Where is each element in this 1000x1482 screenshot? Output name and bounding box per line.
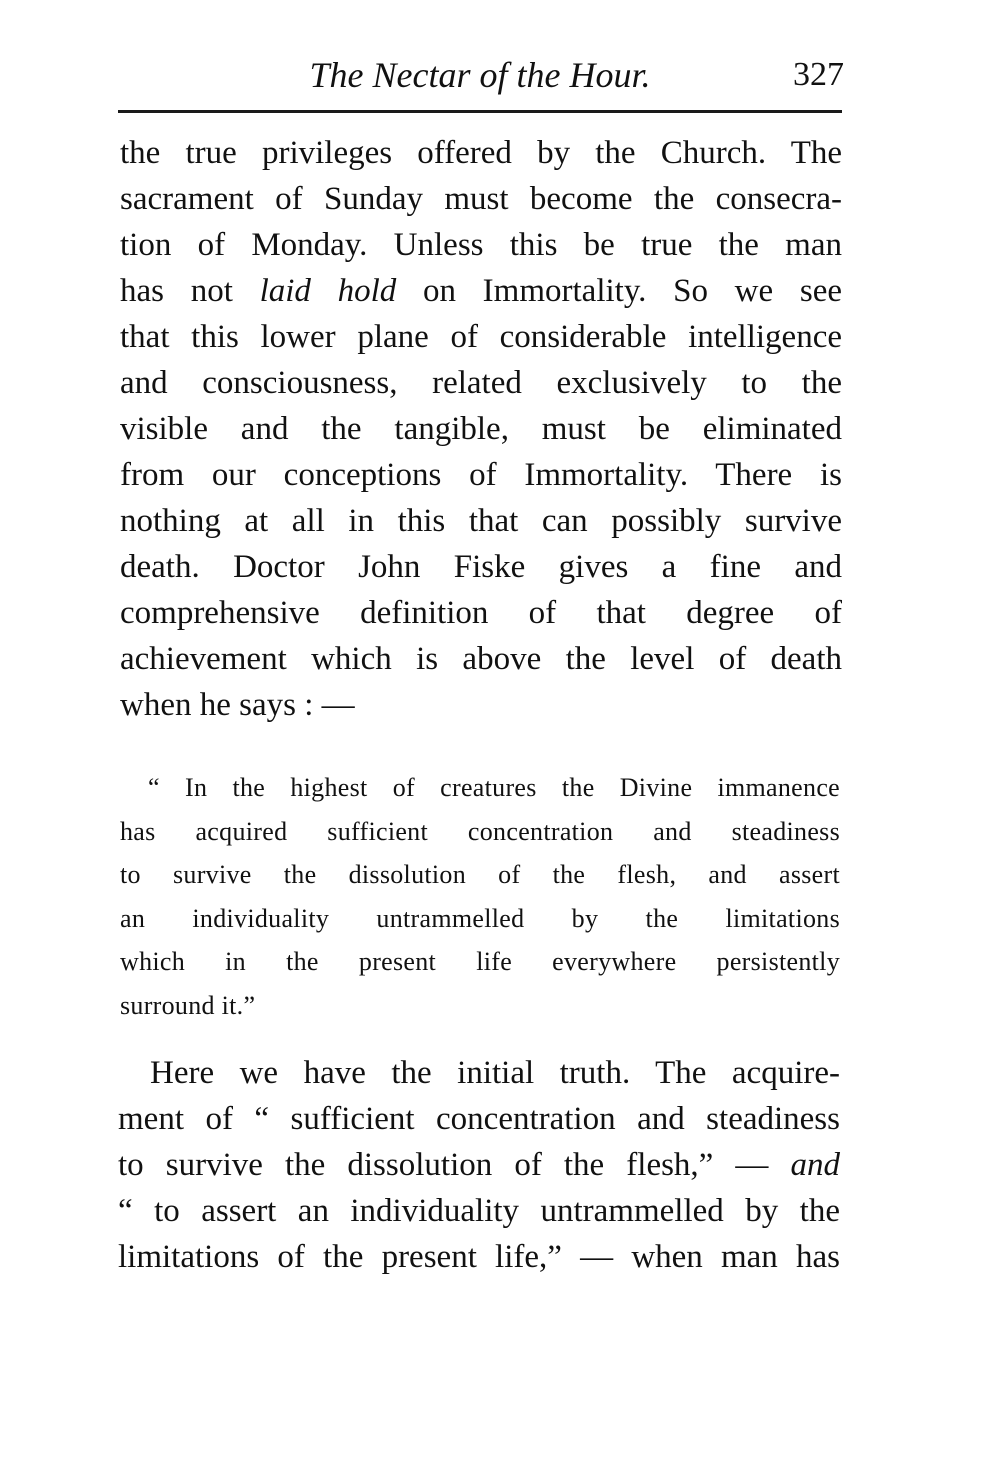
page-number: 327 bbox=[793, 56, 844, 93]
text-line: when he says : — bbox=[120, 687, 355, 723]
text-line: Here we have the initial truth. The acquire- bbox=[150, 1055, 840, 1091]
running-head bbox=[118, 50, 842, 100]
text-line: the true privileges offered by the Church. The bbox=[120, 135, 842, 171]
text-line: sacrament of Sunday must become the consecra- bbox=[120, 181, 842, 217]
text-line: achievement which is above the level of death bbox=[120, 641, 842, 677]
text-line: tion of Monday. Unless this be true the man bbox=[120, 227, 842, 263]
quote-line: which in the present life everywhere persistently bbox=[120, 947, 840, 976]
text-line: visible and the tangible, must be eliminated bbox=[120, 411, 842, 447]
quote-line: has acquired sufficient concentration and steadiness bbox=[120, 816, 840, 846]
quote-line: “ In the highest of creatures the Divine immanence bbox=[148, 773, 840, 802]
text-line: from our conceptions of Immortality. There is bbox=[120, 457, 842, 493]
emphasis-laid-hold: laid hold bbox=[259, 273, 397, 309]
text-line: limitations of the present life,” — when man has bbox=[118, 1239, 840, 1275]
text-segment: to survive the dissolution of the flesh,” — bbox=[118, 1147, 769, 1183]
text-line: death. Doctor John Fiske gives a fine and bbox=[120, 549, 842, 585]
header-rule bbox=[118, 110, 842, 113]
text-line: nothing at all in this that can possibly survive bbox=[120, 503, 842, 539]
text-line-with-emphasis bbox=[120, 268, 842, 314]
body-paragraph bbox=[120, 130, 842, 728]
text-line: and consciousness, related exclusively to the bbox=[120, 365, 842, 401]
text-line: “ to assert an individuality untrammelled by the bbox=[118, 1193, 840, 1229]
quote-line: an individuality untrammelled by the limitations bbox=[120, 903, 840, 933]
text-line: ment of “ sufficient concentration and steadiness bbox=[118, 1101, 840, 1137]
text-line: that this lower plane of considerable intelligence bbox=[120, 319, 842, 355]
quote-line: to survive the dissolution of the flesh, and assert bbox=[120, 860, 840, 889]
text-segment: has not bbox=[120, 273, 233, 309]
text-segment: on Immortality. So we see bbox=[422, 273, 842, 309]
text-line: comprehensive definition of that degree of bbox=[120, 595, 842, 631]
block-quote bbox=[120, 766, 840, 1027]
emphasis-and: and bbox=[790, 1147, 841, 1183]
text-line-with-emphasis bbox=[118, 1142, 840, 1188]
running-title: The Nectar of the Hour. bbox=[309, 55, 651, 95]
following-paragraph bbox=[118, 1050, 840, 1280]
quote-line: surround it.” bbox=[120, 990, 256, 1020]
